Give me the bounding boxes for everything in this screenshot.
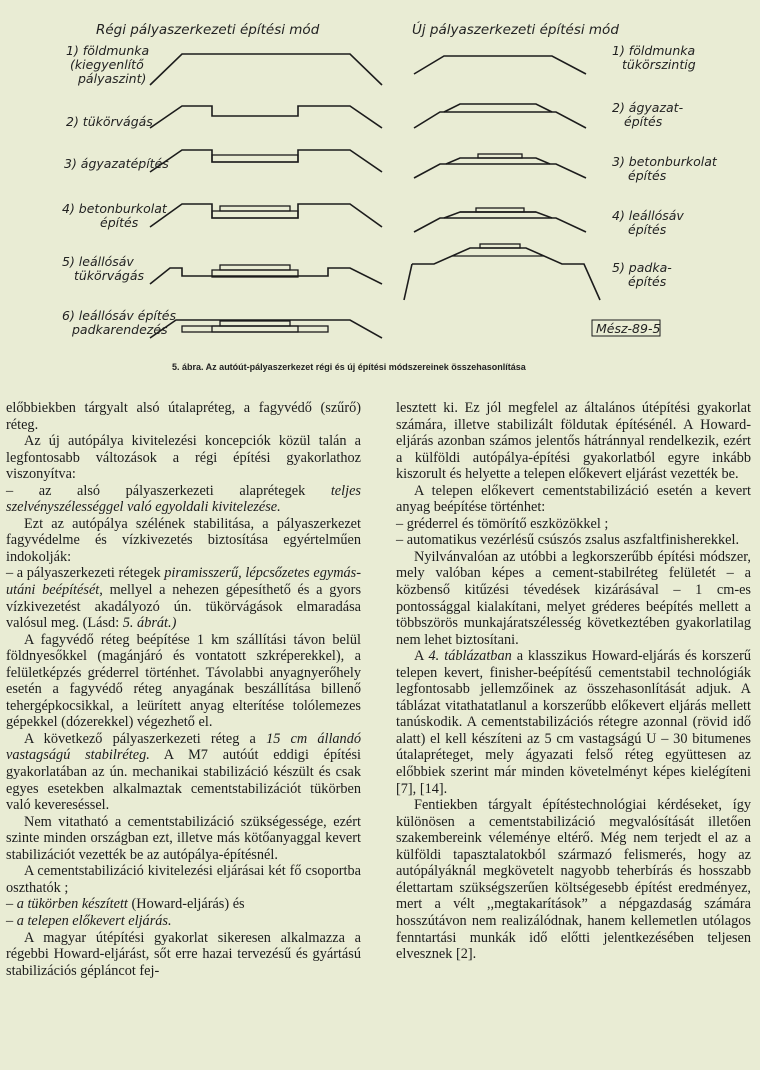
right-para-3-rest: a klasszikus Howard-eljárás és korszerű telepen kevert, finisher-beépítésű cementstabil technológiák legfontosabb jellemzőinek az összehasonlítását adjuk. A táblázat vitathatatlanul a korszerűbb előkevert eljárás mellett tanúskodik. A cementstabilizációs rétegre azonnal (rövid idő alatt) el kell készíteni az 5 cm vastagságú U – 30 bitumenes útalapréteget, mely ágyazati felső réteg együttesen az előbbiek szerint már minden követelményt képes kielégíteni [7], [14]. [396, 648, 751, 797]
left-para-6: A cementstabilizáció kivitelezési eljárásai két fő csoportba oszthatók ; [6, 863, 361, 896]
right-step-2-line1: 2) ágyazat- [612, 100, 684, 115]
left-column [6, 400, 361, 979]
left-section-1 [150, 54, 382, 85]
left-section-6-base [212, 326, 298, 332]
right-section-2 [414, 112, 586, 128]
left-para-0: előbbiekben tárgyalt alsó útalapréteg, a fagyvédő (szűrő) réteg. [6, 400, 361, 433]
left-list-item-2-ref: 5. ábrát.) [122, 615, 177, 632]
right-step-5-line2: építés [628, 274, 667, 289]
stamp-label: Mész-89-5 [596, 321, 661, 336]
right-section-4-base [444, 212, 552, 218]
left-para-4-emph: 15 cm állandó vastagságú stabilréteg. [6, 730, 362, 764]
right-column [396, 400, 751, 963]
left-step-1-line2: (kiegyenlítő [70, 57, 144, 72]
left-section-4-concrete [220, 206, 290, 211]
right-para-4: Fentiekben tárgyalt építéstechnológiai kérdéseket, így különösen a cementstabilizáció megvalósítását illetően szakembereink véleménye eltérő. Még nem terjedt el az a külföldi tapasztalatokból származó felismerés, hogy az autópályáknál megkövetelt nagyobb teherbírás és hosszabb élettartam szükségszerűen költségesebb építést eredményez, mert a vélt ,,megtakarítások” a népgazdaság számára hosszútávon nem realizálódnak, hanem kellemetlen utólagos fenntartási munkák idő előtti jelentkezésében teljesen elvesznek [2]. [396, 797, 751, 963]
left-list-item-3-rest: (Howard-eljárás) és [131, 896, 245, 913]
right-list-item-1: – gréderrel és tömörítő eszközökkel ; [396, 515, 609, 532]
right-step-1-line1: 1) földmunka [612, 43, 696, 58]
right-cross-sections [404, 56, 600, 300]
right-title: Új pályaszerkezeti építési mód [412, 22, 619, 38]
right-section-1 [414, 56, 586, 74]
left-section-5-concrete [220, 265, 290, 270]
left-list-item-3-emph: – a tükörben készített [6, 896, 128, 913]
left-para-3: A fagyvédő réteg beépítése 1 km szállítási távon belül földnyesőkkel (magánjáró és vontatott szkréperekkel), a felületképzés gréderrel történhet. Távolabbi anyagnyerőhely esetén a fagyvédő réteg anyagának beszállítása billenő tehergépkocsikkal, a leürített anyag elterítése tolólemezes gépekkel (dózerekkel) végezhető el. [6, 631, 361, 731]
right-para-3-emph: 4. táblázatban [428, 648, 512, 665]
right-step-5-line1: 5) padka- [612, 260, 672, 275]
left-list-item-1-lead: – az alsó pályaszerkezeti alaprétegek [6, 482, 306, 499]
left-section-3 [150, 150, 382, 172]
right-step-labels [612, 43, 718, 289]
right-para-2: Nyilvánvalóan az utóbbi a legkorszerűbb építési módszer, mely valóban képes a cement-stabilréteg felületét – a közbenső kitűzési tévedések kizárásával – 1 cm-es pontossággal kialakítani, melyet gréderes beépítés mellett a többszörös munkajáratszélesség következtében gyakorlatilag nem lehet biztosítani. [396, 548, 751, 648]
left-step-1-line3: pályaszint) [78, 71, 147, 86]
figure-caption: 5. ábra. Az autóút-pályaszerkezet régi és új építési módszereinek összehasonlítása [172, 362, 526, 372]
left-section-6-concrete [220, 321, 290, 326]
left-step-2: 2) tükörvágás [66, 114, 153, 129]
right-list-item-2: – automatikus vezérlésű csúszós zsalus aszfaltfinisherekkel. [396, 532, 740, 549]
left-para-4-lead: A következő pályaszerkezeti réteg a [24, 730, 256, 747]
left-list-item-3 [6, 896, 361, 913]
left-para-7: A magyar útépítési gyakorlat sikeresen alkalmazza a régebbi Howard-eljárást, sőt erre hazai tervezésű és gyártású stabilizációs gépláncot fej- [6, 929, 361, 979]
right-para-1: A telepen előkevert cementstabilizáció esetén a kevert anyag beépítése történhet: [396, 482, 751, 516]
left-list-item-1-emph: teljes szelvényszélességgel való egyoldali kivitelezése. [6, 482, 361, 516]
left-step-6-line2: padkarendezés [72, 322, 168, 337]
left-para-4-rest: A M7 autóút eddigi építési gyakorlatában az ún. mechanikai stabilizáció készült és csak egyes esetekben alkalmaztak cementstabilizációt tükörben való kevereséssel. [6, 747, 361, 814]
left-list-item-2-emph: piramisszerű, lépcsőzetes egymás-utáni beépítését, [6, 565, 361, 599]
right-step-2-line2: építés [624, 114, 663, 129]
left-step-5-line1: 5) leállósáv [62, 254, 134, 269]
right-section-5-slope [404, 264, 412, 300]
left-para-4 [6, 731, 361, 814]
left-step-3: 3) ágyazatépítés [64, 156, 169, 171]
right-step-3-line1: 3) betonburkolat [612, 154, 717, 169]
left-para-2: Ezt az autópálya szélének stabilitása, a pályaszerkezet fagyvédelme és vízkivezetés biztosítása egyértelműen indokolják: [6, 515, 361, 565]
right-para-3 [396, 648, 751, 797]
left-step-1-line1: 1) földmunka [66, 43, 150, 58]
right-step-3-line2: építés [628, 168, 667, 183]
left-section-6 [150, 320, 382, 338]
left-list-item-2-rest: mellyel a nehezen gépesíthető és a gyors vízkivezetést akadályozó ún. tükörvágások elmaradása valósul meg. (Lásd: [6, 582, 362, 632]
left-step-4-line2: építés [100, 215, 139, 230]
left-step-4-line1: 4) betonburkolat [62, 201, 167, 216]
left-list-item-4-emph: – a telepen előkevert eljárás. [6, 912, 172, 929]
left-para-1: Az új autópálya kivitelezési koncepciók közül talán a legfontosabb változások a régi építési gyakorlathoz viszonyítva: [6, 433, 361, 483]
right-step-1-line2: tükörszintig [622, 57, 696, 72]
right-para-3-lead: A [414, 648, 424, 665]
right-section-3-concrete [478, 154, 522, 158]
left-para-5: Nem vitatható a cementstabilizáció szükségessége, ezért szinte minden országban ezt, illetve más kötőanyaggal kevert stabilizációt vezették be az autópálya-építésnél. [6, 813, 361, 863]
left-cross-sections [150, 54, 382, 338]
left-step-labels [62, 43, 176, 337]
right-step-4-line2: építés [628, 222, 667, 237]
right-section-3 [414, 164, 586, 178]
left-section-2 [150, 106, 382, 128]
left-section-6-shoulder [182, 326, 328, 332]
left-list-item-2-lead: – a pályaszerkezeti rétegek [6, 565, 161, 582]
left-step-5-line2: tükörvágás [74, 268, 145, 283]
left-step-6-line1: 6) leállósáv építés [62, 308, 176, 323]
right-section-2-base [444, 104, 552, 112]
left-section-3-base [212, 155, 298, 162]
left-list-item-4 [6, 913, 361, 930]
left-title: Régi pályaszerkezeti építési mód [96, 22, 320, 38]
cross-section-figure [0, 0, 760, 400]
right-section-4 [414, 218, 586, 232]
right-step-4-line1: 4) leállósáv [612, 208, 684, 223]
right-section-5-concrete [480, 244, 520, 248]
left-section-4 [150, 204, 382, 227]
left-list-item-1 [6, 483, 361, 516]
left-section-4-base [212, 211, 298, 218]
left-list-item-2 [6, 565, 361, 631]
right-section-3-base [446, 158, 550, 164]
right-para-0: lesztett ki. Ez jól megfelel az általános útépítési gyakorlat számára, illetve stabilizált földutak építésénél. A Howard-eljárás azonban számos jelentős hátránnyal rendelkezik, ezért a külföldi autópálya-építési gyakorlatból egyre inkább kiszorult és helyette a telepen előkevert eljárást vezették be. [396, 400, 751, 483]
